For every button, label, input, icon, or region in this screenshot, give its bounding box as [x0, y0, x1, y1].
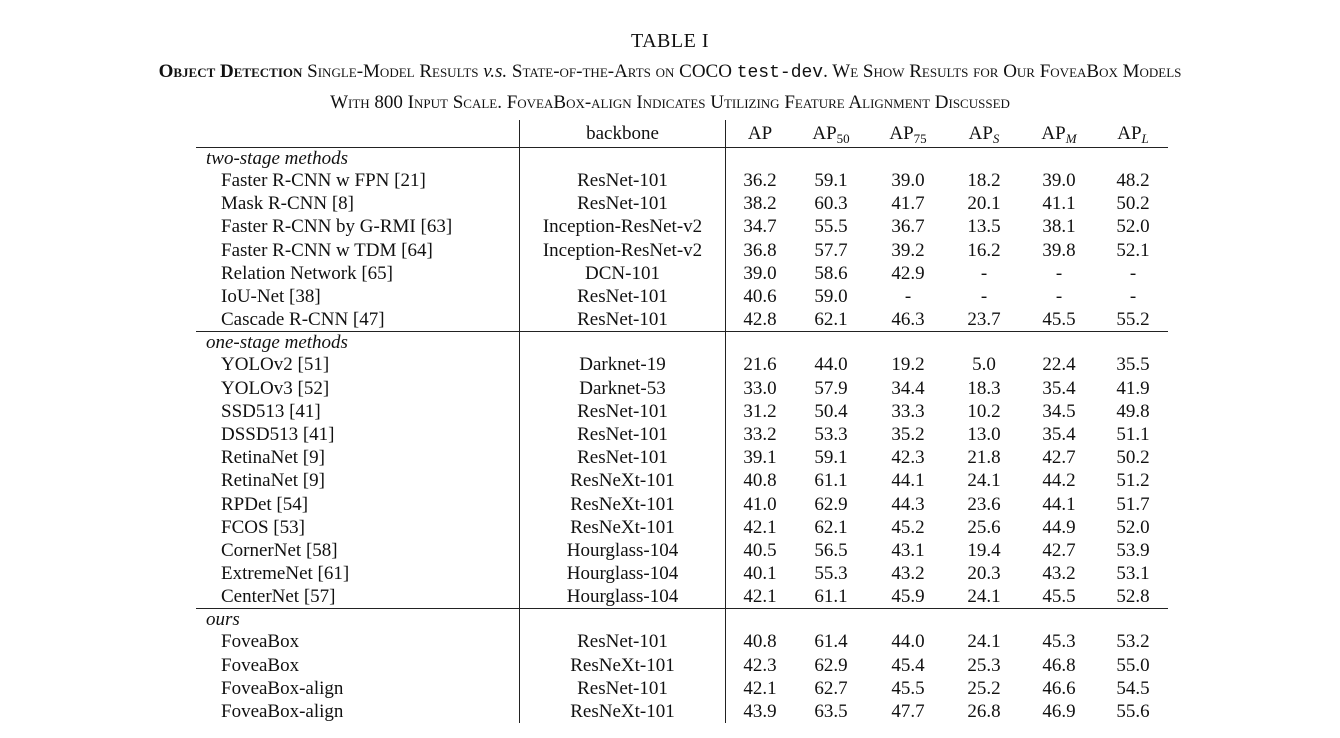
table-row — [196, 654, 1168, 677]
metric-cell: 56.5 — [814, 539, 848, 561]
table-row — [196, 308, 1168, 332]
metric-cell: 52.8 — [1098, 585, 1168, 609]
metric-cell: 35.5 — [1116, 354, 1150, 376]
metric-cell: 45.2 — [891, 516, 925, 538]
method-cell: RetinaNet [9] — [221, 447, 325, 469]
metric-cell: 35.4 — [1042, 423, 1076, 445]
metric-cell: 61.1 — [794, 585, 868, 609]
metric-cell: 40.8 — [743, 470, 777, 492]
table-row — [196, 423, 1168, 446]
section-spacer — [948, 148, 1020, 170]
metric-cell: 44.9 — [1042, 516, 1076, 538]
section-spacer — [726, 609, 795, 631]
metric-cell: 20.1 — [967, 193, 1001, 215]
metric-cell: 23.6 — [967, 493, 1001, 515]
metric-cell: 39.1 — [743, 447, 777, 469]
method-cell: Faster R-CNN w TDM [64] — [221, 239, 433, 261]
method-cell: RPDet [54] — [221, 493, 309, 515]
metric-cell: 53.1 — [1116, 563, 1150, 585]
table-row — [196, 446, 1168, 469]
caption-text: . We Show Results for Our FoveaBox Models — [823, 61, 1182, 82]
section-title: two-stage methods — [206, 148, 348, 169]
metric-cell: 61.1 — [814, 470, 848, 492]
method-cell: CenterNet [57] — [196, 585, 520, 609]
metric-cell: 46.3 — [868, 308, 948, 332]
metric-cell: 41.0 — [743, 493, 777, 515]
metric-cell: 44.0 — [814, 354, 848, 376]
method-cell: Mask R-CNN [8] — [221, 193, 354, 215]
metric-cell: 34.7 — [743, 216, 777, 238]
metric-cell: 36.8 — [743, 239, 777, 261]
metric-cell: 44.1 — [1042, 493, 1076, 515]
section-spacer — [1020, 609, 1098, 631]
table-row — [196, 539, 1168, 562]
metric-cell: 44.2 — [1042, 470, 1076, 492]
metric-cell: 33.2 — [743, 423, 777, 445]
metric-cell: 25.6 — [967, 516, 1001, 538]
metric-cell: 10.2 — [967, 400, 1001, 422]
backbone-cell: Hourglass-104 — [520, 562, 726, 585]
metric-cell: 25.2 — [967, 677, 1001, 699]
metric-cell: 40.5 — [743, 539, 777, 561]
metric-cell: - — [980, 262, 988, 284]
metric-cell: 39.0 — [1042, 170, 1076, 192]
backbone-cell: ResNeXt-101 — [520, 654, 726, 677]
metric-cell: 24.1 — [948, 585, 1020, 609]
metric-cell: 59.1 — [814, 170, 848, 192]
metric-cell: 49.8 — [1116, 400, 1150, 422]
backbone-cell: Inception-ResNet-v2 — [520, 215, 726, 238]
method-cell: FCOS [53] — [221, 516, 305, 538]
method-cell: SSD513 [41] — [221, 400, 321, 422]
backbone-cell: ResNet-101 — [520, 446, 726, 469]
table-row — [196, 700, 1168, 723]
metric-cell: 57.9 — [814, 377, 848, 399]
caption-text: State-of-the-Arts on COCO — [511, 61, 732, 82]
section-spacer — [868, 332, 948, 354]
metric-cell: 42.7 — [1042, 447, 1076, 469]
method-cell: Faster R-CNN w FPN [21] — [221, 170, 426, 192]
metric-cell: 43.9 — [743, 701, 777, 723]
metric-cell: 25.3 — [967, 654, 1001, 676]
caption-vs: v.s. — [483, 61, 508, 82]
table-row — [196, 353, 1168, 376]
metric-cell: 54.5 — [1116, 677, 1150, 699]
method-cell: FoveaBox-align — [221, 701, 344, 723]
metric-cell: 5.0 — [972, 354, 996, 376]
metric-cell: 42.8 — [726, 308, 795, 332]
section-title: ours — [206, 609, 240, 631]
metric-cell: 55.3 — [814, 563, 848, 585]
metric-cell: 13.0 — [967, 423, 1001, 445]
header-backbone: backbone — [520, 120, 726, 148]
metric-cell: 34.4 — [891, 377, 925, 399]
metric-cell: 53.9 — [1116, 539, 1150, 561]
backbone-cell: ResNet-101 — [520, 192, 726, 215]
metric-cell: 57.7 — [814, 239, 848, 261]
metric-cell: 43.1 — [891, 539, 925, 561]
results-table — [196, 120, 1168, 723]
section-header-row — [196, 332, 1168, 354]
section-spacer — [868, 609, 948, 631]
table-row — [196, 492, 1168, 515]
header-apl: $AP_L$ — [1098, 120, 1168, 148]
metric-cell: 43.2 — [1042, 563, 1076, 585]
metric-cell: 39.0 — [891, 170, 925, 192]
metric-cell: 24.1 — [967, 631, 1001, 653]
metric-cell: 55.6 — [1116, 701, 1150, 723]
metric-cell: 42.7 — [1042, 539, 1076, 561]
backbone-cell: Hourglass-104 — [520, 539, 726, 562]
section-title: one-stage methods — [206, 332, 348, 354]
metric-cell: - — [1055, 286, 1063, 308]
results-table-body — [196, 120, 1168, 723]
metric-cell: 45.9 — [868, 585, 948, 609]
section-spacer — [726, 332, 795, 354]
metric-cell: 41.9 — [1116, 377, 1150, 399]
section-spacer — [794, 148, 868, 170]
metric-cell: 45.5 — [891, 677, 925, 699]
metric-cell: 53.2 — [1116, 631, 1150, 653]
metric-cell: 18.2 — [967, 170, 1001, 192]
header-ap75: $AP_{75}$ — [868, 120, 948, 148]
metric-cell: 19.4 — [967, 539, 1001, 561]
metric-cell: 63.5 — [814, 701, 848, 723]
table-row — [196, 585, 1168, 609]
metric-cell: 36.2 — [743, 170, 777, 192]
section-spacer — [1098, 332, 1168, 354]
header-method — [196, 120, 520, 148]
metric-cell: 50.2 — [1116, 447, 1150, 469]
metric-cell: 45.5 — [1020, 585, 1098, 609]
section-spacer — [1020, 148, 1098, 170]
metric-cell: 43.2 — [891, 563, 925, 585]
metric-cell: 62.9 — [814, 493, 848, 515]
metric-cell: 46.6 — [1042, 677, 1076, 699]
metric-cell: 13.5 — [967, 216, 1001, 238]
section-backbone-spacer — [520, 148, 726, 170]
metric-cell: 36.7 — [891, 216, 925, 238]
metric-cell: 50.2 — [1116, 193, 1150, 215]
method-cell: IoU-Net [38] — [221, 286, 321, 308]
metric-cell: 60.3 — [814, 193, 848, 215]
metric-cell: 55.0 — [1116, 654, 1150, 676]
table-caption-line-2: With 800 Input Scale. FoveaBox-align Indicates Utilizing Feature Alignment Discussed — [330, 92, 1010, 113]
metric-cell: 44.0 — [891, 631, 925, 653]
metric-cell: 45.5 — [1020, 308, 1098, 332]
metric-cell: 23.7 — [948, 308, 1020, 332]
metric-cell: 35.2 — [891, 423, 925, 445]
table-row — [196, 239, 1168, 262]
metric-cell: 42.3 — [891, 447, 925, 469]
caption-text: Single-Model Results — [307, 61, 479, 82]
metric-cell: 44.3 — [891, 493, 925, 515]
metric-cell: 40.8 — [743, 631, 777, 653]
section-header-row — [196, 609, 1168, 631]
metric-cell: 42.1 — [726, 585, 795, 609]
method-cell: FoveaBox — [221, 654, 300, 676]
table-label: TABLE I — [631, 30, 709, 52]
section-spacer — [794, 332, 868, 354]
metric-cell: 38.2 — [743, 193, 777, 215]
table-row — [196, 215, 1168, 238]
metric-cell: 44.1 — [891, 470, 925, 492]
metric-cell: 59.1 — [814, 447, 848, 469]
metric-cell: 45.3 — [1042, 631, 1076, 653]
backbone-cell: Inception-ResNet-v2 — [520, 239, 726, 262]
metric-cell: 47.7 — [891, 701, 925, 723]
metric-cell: 42.1 — [743, 677, 777, 699]
metric-cell: 42.1 — [743, 516, 777, 538]
metric-cell: 45.4 — [891, 654, 925, 676]
metric-cell: 40.1 — [743, 563, 777, 585]
header-ap50: $AP_{50}$ — [794, 120, 868, 148]
table-row — [196, 262, 1168, 285]
section-spacer — [948, 609, 1020, 631]
backbone-cell: ResNet-101 — [520, 400, 726, 423]
backbone-cell: ResNeXt-101 — [520, 516, 726, 539]
metric-cell: - — [1055, 262, 1063, 284]
metric-cell: 62.9 — [814, 654, 848, 676]
metric-cell: 31.2 — [743, 400, 777, 422]
metric-cell: 33.3 — [891, 400, 925, 422]
section-spacer — [1098, 609, 1168, 631]
method-cell: YOLOv2 [51] — [221, 354, 330, 376]
metric-cell: - — [1129, 286, 1137, 308]
metric-cell: 20.3 — [967, 563, 1001, 585]
section-spacer — [868, 148, 948, 170]
backbone-cell: ResNet-101 — [520, 308, 726, 332]
metric-cell: 41.7 — [891, 193, 925, 215]
metric-cell: - — [904, 286, 912, 308]
table-row — [196, 285, 1168, 308]
backbone-cell: ResNet-101 — [520, 169, 726, 192]
metric-cell: 16.2 — [967, 239, 1001, 261]
metric-cell: 21.8 — [967, 447, 1001, 469]
section-backbone-spacer — [520, 332, 726, 354]
section-spacer — [1020, 332, 1098, 354]
metric-cell: - — [1129, 262, 1137, 284]
table-row — [196, 630, 1168, 653]
header-ap: AP — [726, 120, 795, 148]
metric-cell: 50.4 — [814, 400, 848, 422]
table-row — [196, 516, 1168, 539]
metric-cell: 53.3 — [814, 423, 848, 445]
table-row — [196, 192, 1168, 215]
section-spacer — [948, 332, 1020, 354]
table-row — [196, 400, 1168, 423]
method-cell: FoveaBox-align — [221, 677, 344, 699]
method-cell: FoveaBox — [221, 631, 300, 653]
header-apm: $AP_M$ — [1020, 120, 1098, 148]
method-cell: Faster R-CNN by G-RMI [63] — [221, 216, 453, 238]
backbone-cell: ResNet-101 — [520, 630, 726, 653]
method-cell: Cascade R-CNN [47] — [196, 308, 520, 332]
caption-bold-prefix: Object Detection — [158, 61, 303, 82]
section-header-row — [196, 148, 1168, 170]
method-cell: DSSD513 [41] — [221, 423, 335, 445]
metric-cell: 61.4 — [814, 631, 848, 653]
backbone-cell: Hourglass-104 — [520, 585, 726, 609]
metric-cell: 42.9 — [891, 262, 925, 284]
table-header-row — [196, 120, 1168, 148]
method-cell: RetinaNet [9] — [221, 470, 325, 492]
section-spacer — [1098, 148, 1168, 170]
metric-cell: 18.3 — [967, 377, 1001, 399]
section-backbone-spacer — [520, 609, 726, 631]
method-cell: YOLOv3 [52] — [221, 377, 330, 399]
metric-cell: 19.2 — [891, 354, 925, 376]
metric-cell: 52.0 — [1116, 216, 1150, 238]
metric-cell: 22.4 — [1042, 354, 1076, 376]
metric-cell: 48.2 — [1116, 170, 1150, 192]
backbone-cell: ResNeXt-101 — [520, 492, 726, 515]
metric-cell: 62.1 — [814, 516, 848, 538]
method-cell: ExtremeNet [61] — [221, 563, 350, 585]
metric-cell: 62.7 — [814, 677, 848, 699]
metric-cell: 33.0 — [743, 377, 777, 399]
metric-cell: 41.1 — [1042, 193, 1076, 215]
metric-cell: 51.2 — [1116, 470, 1150, 492]
metric-cell: 40.6 — [743, 286, 777, 308]
metric-cell: 52.0 — [1116, 516, 1150, 538]
metric-cell: 24.1 — [967, 470, 1001, 492]
table-caption-line-1 — [0, 61, 1340, 83]
table-row — [196, 677, 1168, 700]
metric-cell: 46.8 — [1042, 654, 1076, 676]
backbone-cell: DCN-101 — [520, 262, 726, 285]
method-cell: CornerNet [58] — [221, 539, 338, 561]
header-aps: $AP_S$ — [948, 120, 1020, 148]
backbone-cell: ResNeXt-101 — [520, 469, 726, 492]
backbone-cell: ResNeXt-101 — [520, 700, 726, 723]
method-cell: Relation Network [65] — [221, 262, 394, 284]
metric-cell: - — [980, 286, 988, 308]
metric-cell: 52.1 — [1116, 239, 1150, 261]
metric-cell: 39.0 — [743, 262, 777, 284]
metric-cell: 55.5 — [814, 216, 848, 238]
metric-cell: 42.3 — [743, 654, 777, 676]
metric-cell: 58.6 — [814, 262, 848, 284]
metric-cell: 46.9 — [1042, 701, 1076, 723]
table-row — [196, 377, 1168, 400]
metric-cell: 39.8 — [1042, 239, 1076, 261]
section-spacer — [726, 148, 795, 170]
table-row — [196, 469, 1168, 492]
metric-cell: 55.2 — [1098, 308, 1168, 332]
metric-cell: 26.8 — [967, 701, 1001, 723]
backbone-cell: Darknet-53 — [520, 377, 726, 400]
metric-cell: 51.7 — [1116, 493, 1150, 515]
metric-cell: 51.1 — [1116, 423, 1150, 445]
backbone-cell: ResNet-101 — [520, 285, 726, 308]
backbone-cell: ResNet-101 — [520, 677, 726, 700]
backbone-cell: ResNet-101 — [520, 423, 726, 446]
metric-cell: 39.2 — [891, 239, 925, 261]
table-row — [196, 169, 1168, 192]
metric-cell: 62.1 — [794, 308, 868, 332]
backbone-cell: Darknet-19 — [520, 353, 726, 376]
section-spacer — [794, 609, 868, 631]
metric-cell: 21.6 — [743, 354, 777, 376]
metric-cell: 38.1 — [1042, 216, 1076, 238]
metric-cell: 34.5 — [1042, 400, 1076, 422]
metric-cell: 59.0 — [814, 286, 848, 308]
caption-code-testdev: test-dev — [736, 63, 824, 83]
metric-cell: 35.4 — [1042, 377, 1076, 399]
table-row — [196, 562, 1168, 585]
